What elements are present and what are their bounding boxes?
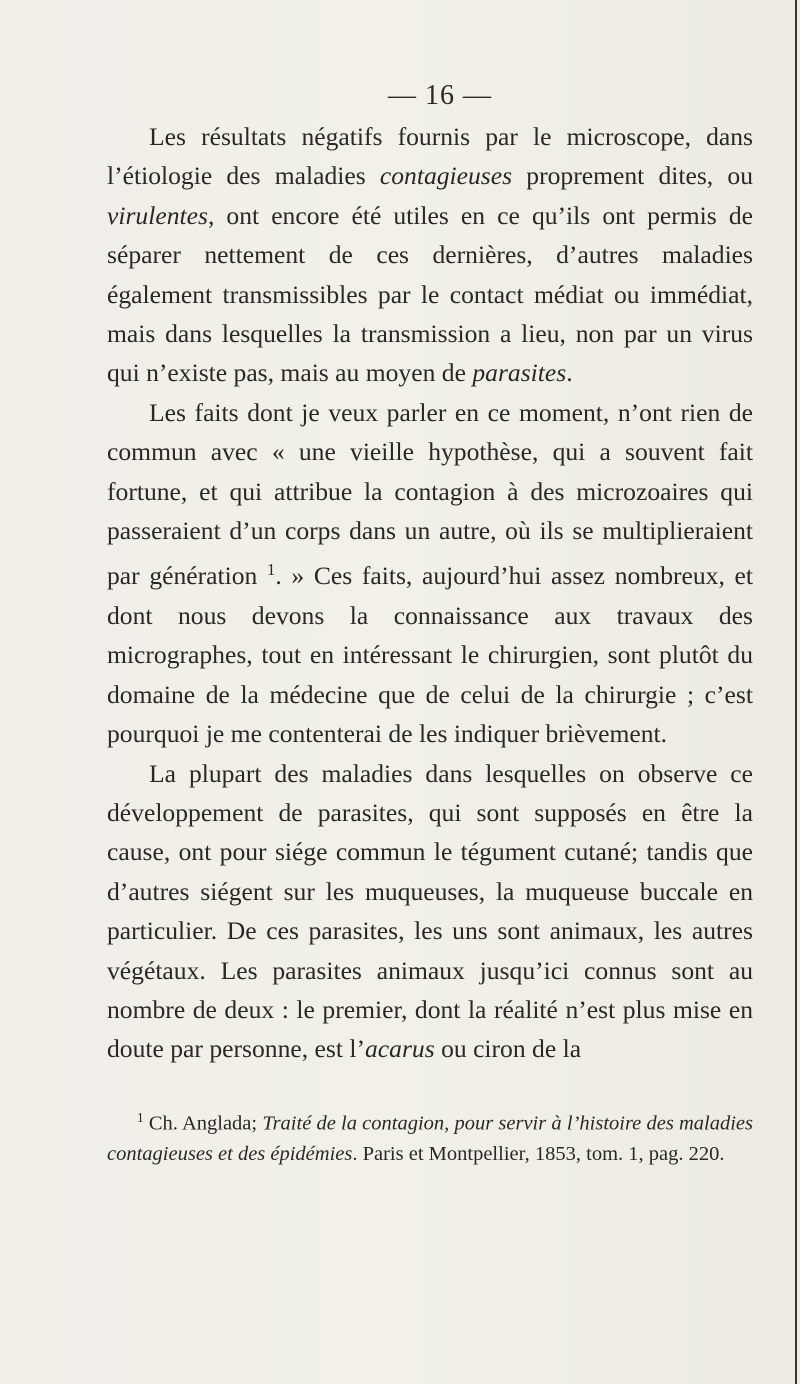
paragraph [107,393,753,754]
italic-text: parasites [472,358,567,388]
text-segment: Les faits dont je veux parler en ce moment, n’ont rien de commun avec « une vieille hypothèse, qui a souvent fait fortune, et qui attribue la contagion à des microzoaires qui passeraient d’un corps dans un autre, où ils se multiplieraient par génération [107,397,753,591]
body-text [107,117,753,1069]
text-segment: ou ciron de la [434,1034,582,1064]
text-segment: Ch. Anglada; [143,1112,263,1135]
footnote-marker: 1 [137,1110,144,1125]
footnotes [107,1102,753,1170]
paragraph [107,754,753,1069]
italic-text: virulentes [107,200,208,230]
paragraph [107,117,753,393]
footnote [107,1102,753,1170]
text-segment: La plupart des maladies dans lesquelles on observe ce développement de parasites, qui sont supposés en être la cause, ont pour siége commun le tégument cutané; tandis que d’autres siégent sur les muqueuses, la muqueuse buccale en particulier. De ces parasites, les uns sont animaux, les autres végétaux. Les parasites animaux jusqu’ici connus sont au nombre de deux : le premier, dont la réalité n’est plus mise en doute par personne, est l’ [107,758,753,1064]
italic-text: contagieuses [379,161,513,191]
italic-text: Traité de la contagion, pour servir à l’histoire des maladies contagieuses et des épidémies [107,1112,754,1166]
footnote-marker: 1 [267,560,276,580]
page-edge-line [795,0,797,1384]
text-segment: Les résultats négatifs fournis par le microscope, dans l’étiologie des maladies [107,122,753,191]
text-segment: . Paris et Montpellier, 1853, tom. 1, pag. 220. [352,1143,725,1166]
text-segment: , ont encore été utiles en ce qu’ils ont permis de séparer nettement de ces dernières, d’autres maladies également transmissibles par le contact médiat ou immédiat, mais dans lesquelles la transmission a lieu, non par un virus qui n’existe pas, mais au moyen de [107,200,753,388]
text-segment: proprement dites, ou [512,161,753,191]
text-segment: . » Ces faits, aujourd’hui assez nombreux, et dont nous devons la connaissance aux travaux des micrographes, tout en intéressant le chirurgien, sont plutôt du domaine de la médecine que de celui de la chirurgie ; c’est pourquoi je me contenterai de les indiquer brièvement. [107,561,753,749]
italic-text: acarus [365,1034,435,1064]
text-segment: . [566,358,573,388]
page-number: — 16 — [388,80,492,111]
